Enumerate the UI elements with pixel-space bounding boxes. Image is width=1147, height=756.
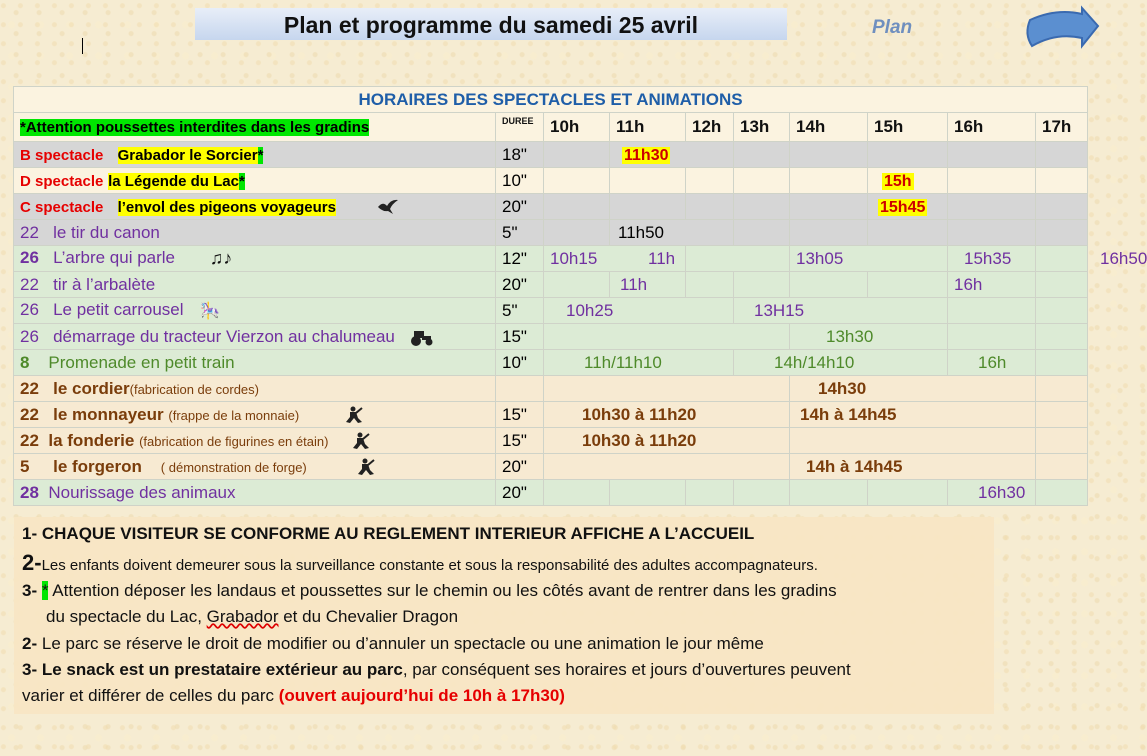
row-time: 16h30 xyxy=(978,482,1026,502)
row-time: 16h xyxy=(978,352,1007,372)
row-detail: (fabrication de cordes) xyxy=(129,381,259,397)
rule-5-continued: varier et différer de celles du parc (ouvert aujourd’hui de 10h à 17h30) xyxy=(22,686,565,705)
row-name: démarrage du tracteur Vierzon au chalumeau xyxy=(53,326,395,346)
row-name: le cordier xyxy=(53,378,130,398)
row-time: 11h50 xyxy=(618,222,665,242)
row-time: 11h xyxy=(620,274,648,294)
table-row xyxy=(14,402,1088,428)
star-mark: * xyxy=(257,146,264,164)
craftsman-icon xyxy=(344,406,364,424)
row-time: 11h/11h10 xyxy=(584,352,662,372)
row-number: 26 xyxy=(20,300,39,320)
row-duration: 15" xyxy=(496,428,544,454)
craftsman-icon xyxy=(356,458,376,476)
row-name: l’envol des pigeons voyageurs xyxy=(117,198,336,216)
rule-3-continued: du spectacle du Lac, Grabador et du Chevalier Dragon xyxy=(46,607,459,626)
row-time: 15h45 xyxy=(880,198,926,216)
music-notes-icon: ♫♪ xyxy=(209,248,233,268)
hour-header: 17h xyxy=(1036,113,1088,142)
row-prefix: D spectacle xyxy=(20,172,104,190)
hour-header: 14h xyxy=(790,113,868,142)
row-time: 10h15 xyxy=(550,248,598,268)
row-number: 28 xyxy=(20,482,39,502)
row-name: Promenade en petit train xyxy=(48,352,235,372)
row-duration xyxy=(496,376,544,402)
rule-3: 3- * Attention déposer les landaus et poussettes sur le chemin ou les côtés avant de rentrer dans les gradins xyxy=(22,581,837,600)
table-row xyxy=(14,376,1088,402)
plan-link[interactable]: Plan xyxy=(872,17,913,38)
table-row xyxy=(14,480,1088,506)
duration-header: DUREE xyxy=(496,113,544,142)
table-row xyxy=(14,350,1088,376)
table-row xyxy=(14,220,1088,246)
table-row xyxy=(14,428,1088,454)
hour-header: 12h xyxy=(686,113,734,142)
table-row xyxy=(14,142,1088,168)
table-row xyxy=(14,194,1088,220)
craftsman-icon xyxy=(351,432,371,450)
row-time: 14h à 14h45 xyxy=(800,404,897,424)
table-row xyxy=(14,324,1088,350)
row-name: le tir du canon xyxy=(53,222,160,242)
table-row xyxy=(14,272,1088,298)
rule-5: 3- Le snack est un prestataire extérieur au parc, par conséquent ses horaires et jours d’ouvertures peuvent xyxy=(22,660,851,679)
table-row xyxy=(14,246,1088,272)
row-number: 26 xyxy=(20,326,39,346)
schedule-table xyxy=(13,86,1147,506)
row-time: 11h30 xyxy=(624,146,669,164)
rule-4: 2- Le parc se réserve le droit de modifier ou d’annuler un spectacle ou une animation le jour même xyxy=(22,634,764,653)
carousel-icon: 🎠 xyxy=(200,302,221,320)
row-time: 13h30 xyxy=(826,326,874,346)
row-time: 10h25 xyxy=(566,300,614,320)
row-name: la fonderie xyxy=(48,430,135,450)
row-time: 10h30 à 11h20 xyxy=(582,430,697,450)
row-duration: 20" xyxy=(496,480,544,506)
table-row xyxy=(14,454,1088,480)
row-prefix: C spectacle xyxy=(20,198,104,216)
rule-1: 1- CHAQUE VISITEUR SE CONFORME AU REGLEMENT INTERIEUR AFFICHE A L’ACCUEIL xyxy=(22,524,755,543)
bird-icon xyxy=(377,198,399,216)
row-number: 22 xyxy=(20,274,39,294)
row-detail: (fabrication de figurines en étain) xyxy=(139,433,329,449)
row-duration: 18" xyxy=(496,142,544,168)
row-time: 13h05 xyxy=(796,248,844,268)
row-name: tir à l’arbalète xyxy=(53,274,156,294)
row-time: 11h xyxy=(648,248,676,268)
row-name: Nourissage des animaux xyxy=(48,482,236,502)
star-mark: * xyxy=(239,172,245,190)
row-name: le monnayeur xyxy=(53,404,164,424)
row-duration: 20" xyxy=(496,454,544,480)
row-number: 22 xyxy=(20,404,39,424)
row-number: 22 xyxy=(20,222,39,242)
table-row xyxy=(14,298,1088,324)
row-name: Le petit carrousel xyxy=(53,300,184,320)
tractor-icon xyxy=(408,328,434,346)
text-cursor xyxy=(82,38,83,54)
row-name: le forgeron xyxy=(53,456,142,476)
row-time: 15h xyxy=(884,172,912,190)
row-number: 26 xyxy=(20,247,39,267)
curved-arrow-icon[interactable] xyxy=(1026,6,1100,56)
row-number: 5 xyxy=(20,456,30,476)
table-row xyxy=(14,168,1088,194)
rule-2: 2-Les enfants doivent demeurer sous la surveillance constante et sous la responsabilité des adultes accompagnateurs. xyxy=(22,550,818,575)
hour-header: 10h xyxy=(544,113,610,142)
row-duration: 10" xyxy=(496,168,544,194)
row-duration: 20" xyxy=(496,194,544,220)
row-detail: ( démonstration de forge) xyxy=(160,459,307,475)
row-name: la Légende du Lac xyxy=(108,172,239,190)
table-title: HORAIRES DES SPECTACLES ET ANIMATIONS xyxy=(14,87,1088,113)
row-time: 14h30 xyxy=(818,378,867,398)
row-time: 14h à 14h45 xyxy=(806,456,903,476)
row-duration: 5" xyxy=(496,220,544,246)
row-duration: 5" xyxy=(496,298,544,324)
hour-header: 11h xyxy=(610,113,686,142)
row-duration: 15" xyxy=(496,324,544,350)
row-duration: 10" xyxy=(496,350,544,376)
hour-header: 16h xyxy=(948,113,1036,142)
row-duration: 15" xyxy=(496,402,544,428)
row-name: L’arbre qui parle xyxy=(53,247,176,267)
row-time: 15h35 xyxy=(964,248,1012,268)
row-time: 14h/14h10 xyxy=(774,352,855,372)
row-time: 13H15 xyxy=(754,300,805,320)
row-number: 8 xyxy=(20,352,30,372)
hour-header: 13h xyxy=(734,113,790,142)
row-duration: 20" xyxy=(496,272,544,298)
hour-header: 15h xyxy=(868,113,948,142)
row-prefix: B spectacle xyxy=(20,146,104,164)
row-time: 16h xyxy=(954,274,983,294)
page-title: Plan et programme du samedi 25 avril xyxy=(195,8,787,40)
row-number: 22 xyxy=(20,430,39,450)
row-detail: (frappe de la monnaie) xyxy=(168,407,300,423)
stroller-warning: *Attention poussettes interdites dans les gradins xyxy=(20,119,370,136)
row-time: 10h30 à 11h20 xyxy=(582,404,697,424)
row-duration: 12" xyxy=(496,246,544,272)
row-number: 22 xyxy=(20,378,39,398)
row-name: Grabador le Sorcier xyxy=(117,146,258,164)
row-time: 16h50 xyxy=(1100,248,1147,268)
